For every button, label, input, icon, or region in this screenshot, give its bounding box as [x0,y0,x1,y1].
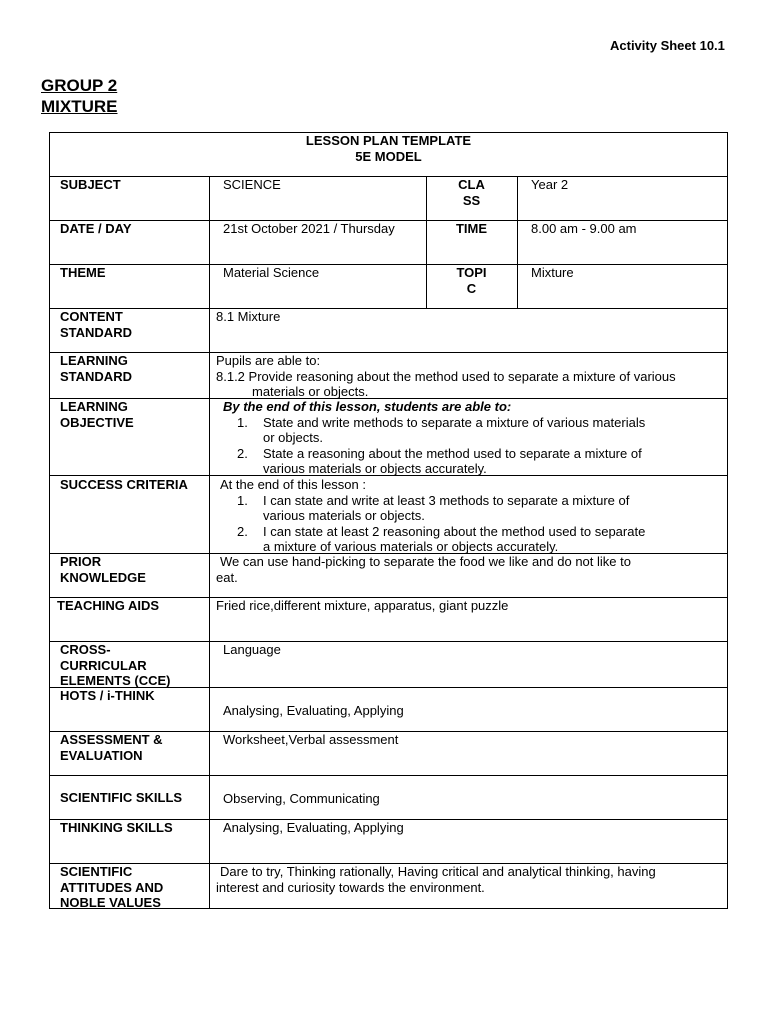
theme-value: Material Science [223,265,320,280]
row-divider [50,308,727,309]
assessment-label-line2: EVALUATION [60,747,143,763]
learning-standard-label-line2: STANDARD [60,368,132,384]
learning-standard-line2: 8.1.2 Provide reasoning about the method used to separate a mixture of various [216,368,676,384]
content-standard-label-line1: CONTENT [60,309,123,324]
topic-label [426,265,517,296]
cce-label [60,642,171,689]
attitudes-label-line3: NOBLE VALUES [60,895,161,910]
list-number: 2. [237,523,248,539]
success-criteria-list [223,493,723,555]
list-item [223,493,723,524]
group-heading [41,75,118,117]
content-standard-value: 8.1 Mixture [216,309,281,324]
learning-standard-line1: Pupils are able to: [216,353,321,368]
list-item [223,415,723,446]
list-item [223,446,723,477]
list-item-line1: I can state at least 2 reasoning about the method used to separate [263,523,646,539]
learning-objective-label-line1: LEARNING [60,399,128,414]
assessment-label [60,732,163,763]
table-title-line1: LESSON PLAN TEMPLATE [305,133,472,148]
learning-standard-value [216,353,726,400]
time-value: 8.00 am - 9.00 am [531,221,637,236]
class-label [426,177,517,208]
class-label-line1: CLA [458,177,485,192]
assessment-value: Worksheet,Verbal assessment [223,732,399,747]
learning-objective-value [223,399,723,477]
column-divider [209,176,210,908]
list-item-line1: State and write methods to separate a mixture of various materials [263,414,646,430]
attitudes-line2: interest and curiosity towards the environment. [216,879,485,895]
list-item [223,524,723,555]
cce-label-line3: ELEMENTS (CCE) [60,673,171,688]
prior-knowledge-line1: We can use hand-picking to separate the food we like and do not like to [220,554,631,569]
assessment-label-line1: ASSESSMENT & [60,732,163,747]
class-label-line2: SS [462,192,481,208]
attitudes-label-line2: ATTITUDES AND [60,879,164,895]
row-divider [50,264,727,265]
row-divider [50,775,727,776]
list-item-line1: I can state and write at least 3 methods to separate a mixture of [263,492,630,508]
date-value: 21st October 2021 / Thursday [223,221,395,236]
list-number: 2. [237,445,248,461]
topic-label-line2: C [466,280,477,296]
thinking-skills-value: Analysing, Evaluating, Applying [223,820,404,835]
list-item-line2: a mixture of various materials or objects accurately. [263,539,559,554]
time-label: TIME [455,221,488,236]
row-divider [50,176,727,177]
prior-knowledge-line2: eat. [216,569,238,585]
class-value: Year 2 [531,177,569,192]
scientific-skills-value: Observing, Communicating [223,791,380,806]
success-criteria-label: SUCCESS CRITERIA [60,477,188,492]
cce-value: Language [223,642,281,657]
learning-standard-label [60,353,132,384]
date-label: DATE / DAY [60,221,132,236]
list-item-line2: various materials or objects accurately. [263,461,487,476]
attitudes-label [60,864,163,911]
hots-label: HOTS / i-THINK [60,688,155,703]
group-topic: MIXTURE [41,97,118,116]
learning-objective-list [223,415,723,477]
prior-knowledge-label-line1: PRIOR [60,554,102,569]
cce-label-line2: CURRICULAR [60,657,147,673]
attitudes-value [216,864,724,895]
table-title [50,133,727,164]
subject-label: SUBJECT [60,177,121,192]
content-standard-label [60,309,132,340]
prior-knowledge-label-line2: KNOWLEDGE [60,569,146,585]
group-number: GROUP 2 [41,76,118,95]
list-item-line1: State a reasoning about the method used to separate a mixture of [263,445,642,461]
topic-value: Mixture [531,265,574,280]
list-number: 1. [237,492,248,508]
learning-objective-label-line2: OBJECTIVE [60,414,134,430]
success-criteria-intro: At the end of this lesson : [220,477,366,492]
hots-value: Analysing, Evaluating, Applying [223,703,404,718]
list-item-line2: various materials or objects. [263,508,425,523]
prior-knowledge-value [216,554,721,585]
learning-standard-line3: materials or objects. [252,384,369,399]
learning-standard-label-line1: LEARNING [60,353,128,368]
scientific-skills-label: SCIENTIFIC SKILLS [60,790,183,805]
attitudes-line1: Dare to try, Thinking rationally, Having critical and analytical thinking, having [220,864,656,879]
learning-objective-label [60,399,134,430]
subject-value: SCIENCE [223,177,281,192]
learning-objective-intro: By the end of this lesson, students are able to: [223,399,512,414]
teaching-aids-label: TEACHING AIDS [57,598,160,613]
topic-label-line1: TOPI [456,265,487,280]
lesson-plan-table [49,132,728,909]
teaching-aids-value: Fried rice,different mixture, apparatus, giant puzzle [216,598,509,613]
column-divider [517,176,518,308]
prior-knowledge-label [60,554,146,585]
content-standard-label-line2: STANDARD [60,324,132,340]
thinking-skills-label: THINKING SKILLS [60,820,173,835]
success-criteria-value [220,477,723,555]
theme-label: THEME [60,265,106,280]
list-item-line2: or objects. [263,430,323,445]
cce-label-line1: CROSS- [60,642,111,657]
list-number: 1. [237,414,248,430]
activity-sheet-label: Activity Sheet 10.1 [610,38,725,53]
attitudes-label-line1: SCIENTIFIC [60,864,133,879]
table-title-line2: 5E MODEL [355,148,422,164]
